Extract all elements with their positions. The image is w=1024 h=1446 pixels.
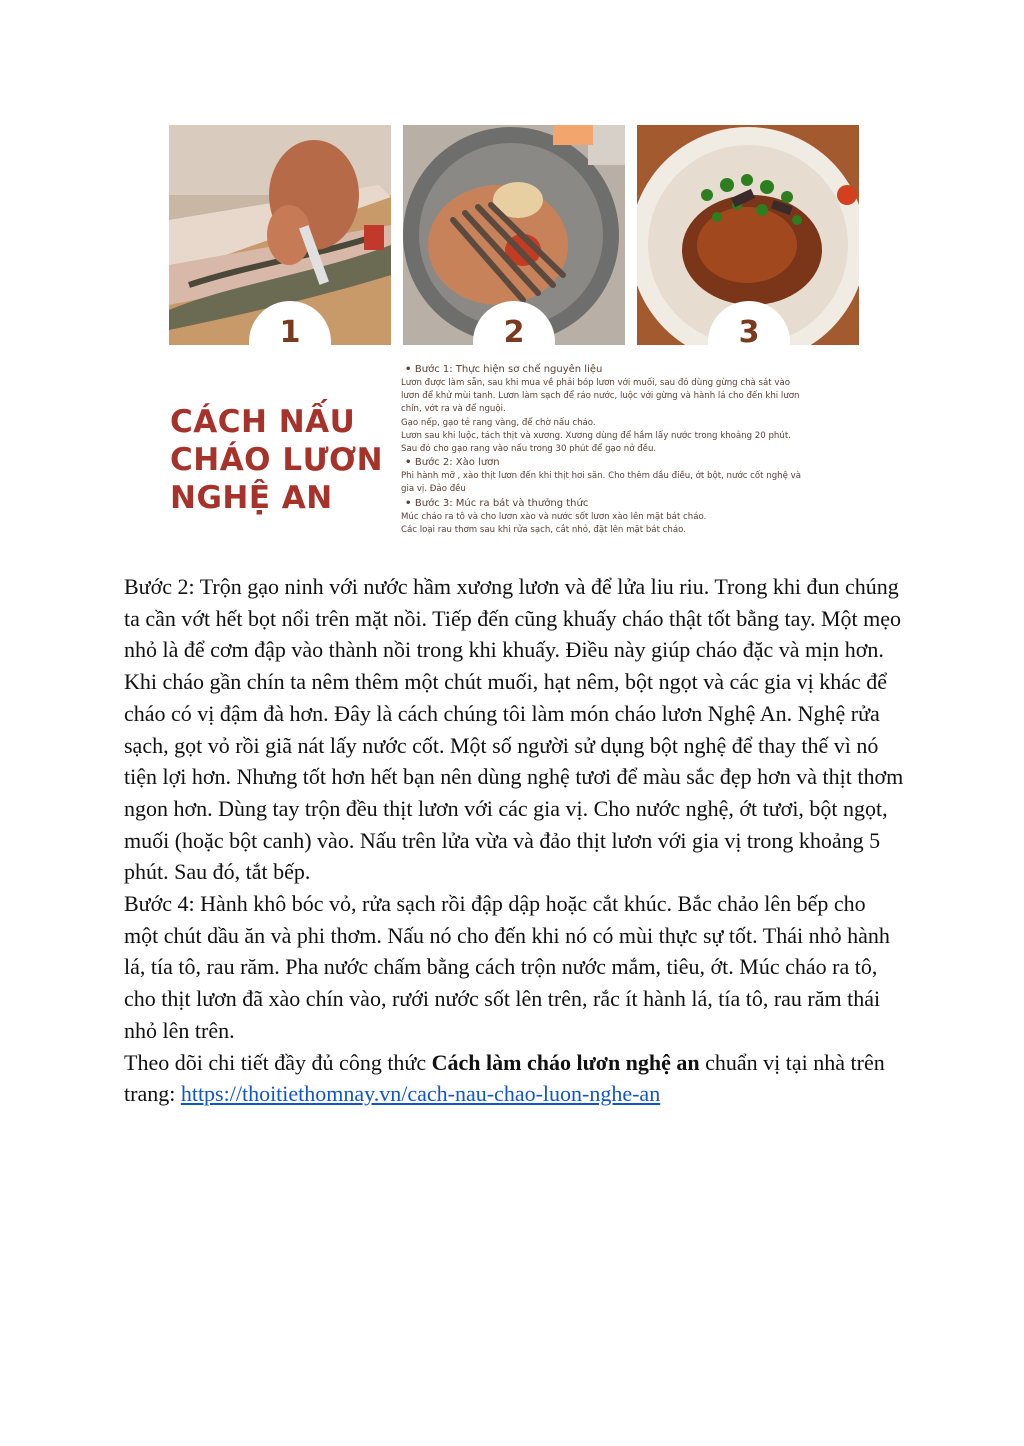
step-1-line: Lươn sau khi luộc, tách thịt và xương. Xương dùng để hầm lấy nước trong khoảng 20 phút. [401, 430, 791, 441]
paragraph-step-2: Bước 2: Trộn gạo ninh với nước hầm xương lươn và để lửa liu riu. Trong khi đun chúng ta cần vớt hết bọt nổi trên mặt nồi. Tiếp đến cũng khuấy cháo thật tốt bằng tay. Một mẹo nhỏ là để cơm đập vào thành nồi trong khi khuấy. Điều này giúp cháo đặc và mịn hơn. Khi cháo gần chín ta nêm thêm một chút muối, hạt nêm, bột ngọt và các gia vị khác để cháo có vị đậm đà hơn. Đây là cách chúng tôi làm món cháo lươn Nghệ An. Nghệ rửa sạch, gọt vỏ rồi giã nát lấy nước cốt. Một số người sử dụng bột nghệ để thay thế vì nó tiện lợi hơn. Nhưng tốt hơn hết bạn nên dùng nghệ tươi để màu sắc đẹp hơn và thịt thơm ngon hơn. Dùng tay trộn đều thịt lươn với các gia vị. Cho nước nghệ, ớt tươi, bột ngọt, muối (hoặc bột canh) vào. Nấu trên lửa vừa và đảo thịt lươn với gia vị trong khoảng 5 phút. Sau đó, tắt bếp. [124, 574, 904, 885]
recipe-link[interactable]: https://thoitiethomnay.vn/cach-nau-chao-luon-nghe-an [180, 1081, 661, 1107]
article-body [124, 571, 904, 1110]
recipe-name-bold: Cách làm cháo lươn nghệ an [431, 1049, 700, 1075]
title-line-2: CHÁO LƯƠN [170, 442, 384, 478]
title-line-3: NGHỆ AN [170, 480, 333, 516]
step-1-line: chín, vớt ra và để nguội. [401, 404, 506, 415]
step-1-photo [169, 125, 391, 345]
step-1-heading: • Bước 1: Thực hiện sơ chế nguyên liệu [401, 363, 849, 377]
infographic-title [170, 403, 400, 517]
step-2-number: 2 [473, 301, 555, 345]
source-suffix: chuẩn vị tại nhà trên trang: [124, 1049, 885, 1107]
paragraph-source [124, 1047, 904, 1110]
step-3-number: 3 [708, 301, 790, 345]
title-line-1: CÁCH NẤU [170, 404, 356, 440]
paragraph-step-4: Bước 4: Hành khô bóc vỏ, rửa sạch rồi đập dập hoặc cắt khúc. Bắc chảo lên bếp cho một chút dầu ăn và phi thơm. Nấu nó cho đến khi nó có mùi thực sự tốt. Thái nhỏ hành lá, tía tô, rau răm. Pha nước chấm bằng cách trộn nước mắm, tiêu, ớt. Múc cháo ra tô, cho thịt lươn đã xào chín vào, rưới nước sốt lên trên, rắc ít hành lá, tía tô, rau răm thái nhỏ lên trên. [124, 891, 890, 1043]
step-1-line: Gạo nếp, gạo tẻ rang vàng, để chờ nấu cháo. [401, 417, 596, 428]
step-3-photo [637, 125, 859, 345]
recipe-infographic [168, 125, 860, 545]
step-1-number: 1 [249, 301, 331, 345]
step-2-line: Phi hành mỡ , xào thịt lươn đến khi thịt hơi săn. Cho thêm dầu điều, ớt bột, nước cốt nghệ và [401, 471, 801, 482]
step-3-line: Các loại rau thơm sau khi rửa sạch, cắt nhỏ, đặt lên mặt bát cháo. [401, 524, 686, 535]
step-3-heading: • Bước 3: Múc ra bát và thưởng thức [401, 497, 849, 511]
step-1-line: Lươn được làm sẵn, sau khi mua về phải bóp lươn với muối, sau đó dùng gừng chà sát vào [401, 378, 790, 388]
step-2-photo [403, 125, 625, 345]
step-3-line: Múc cháo ra tô và cho lươn xào và nước sốt lươn xào lên mặt bát cháo. [401, 511, 707, 522]
source-prefix: Theo dõi chi tiết đầy đủ công thức [124, 1049, 432, 1075]
step-2-heading: • Bước 2: Xào lươn [401, 456, 849, 470]
step-1-line: Sau đó cho gạo rang vào nấu trong 30 phút để gạo nở đều. [401, 444, 657, 455]
step-2-line: gia vị. Đảo đều [401, 484, 466, 495]
step-1-line: lươn để khử mùi tanh. Lươn làm sạch để ráo nước, luộc với gừng và hành lá cho đến khi lươn [401, 391, 800, 402]
infographic-steps [401, 363, 849, 537]
